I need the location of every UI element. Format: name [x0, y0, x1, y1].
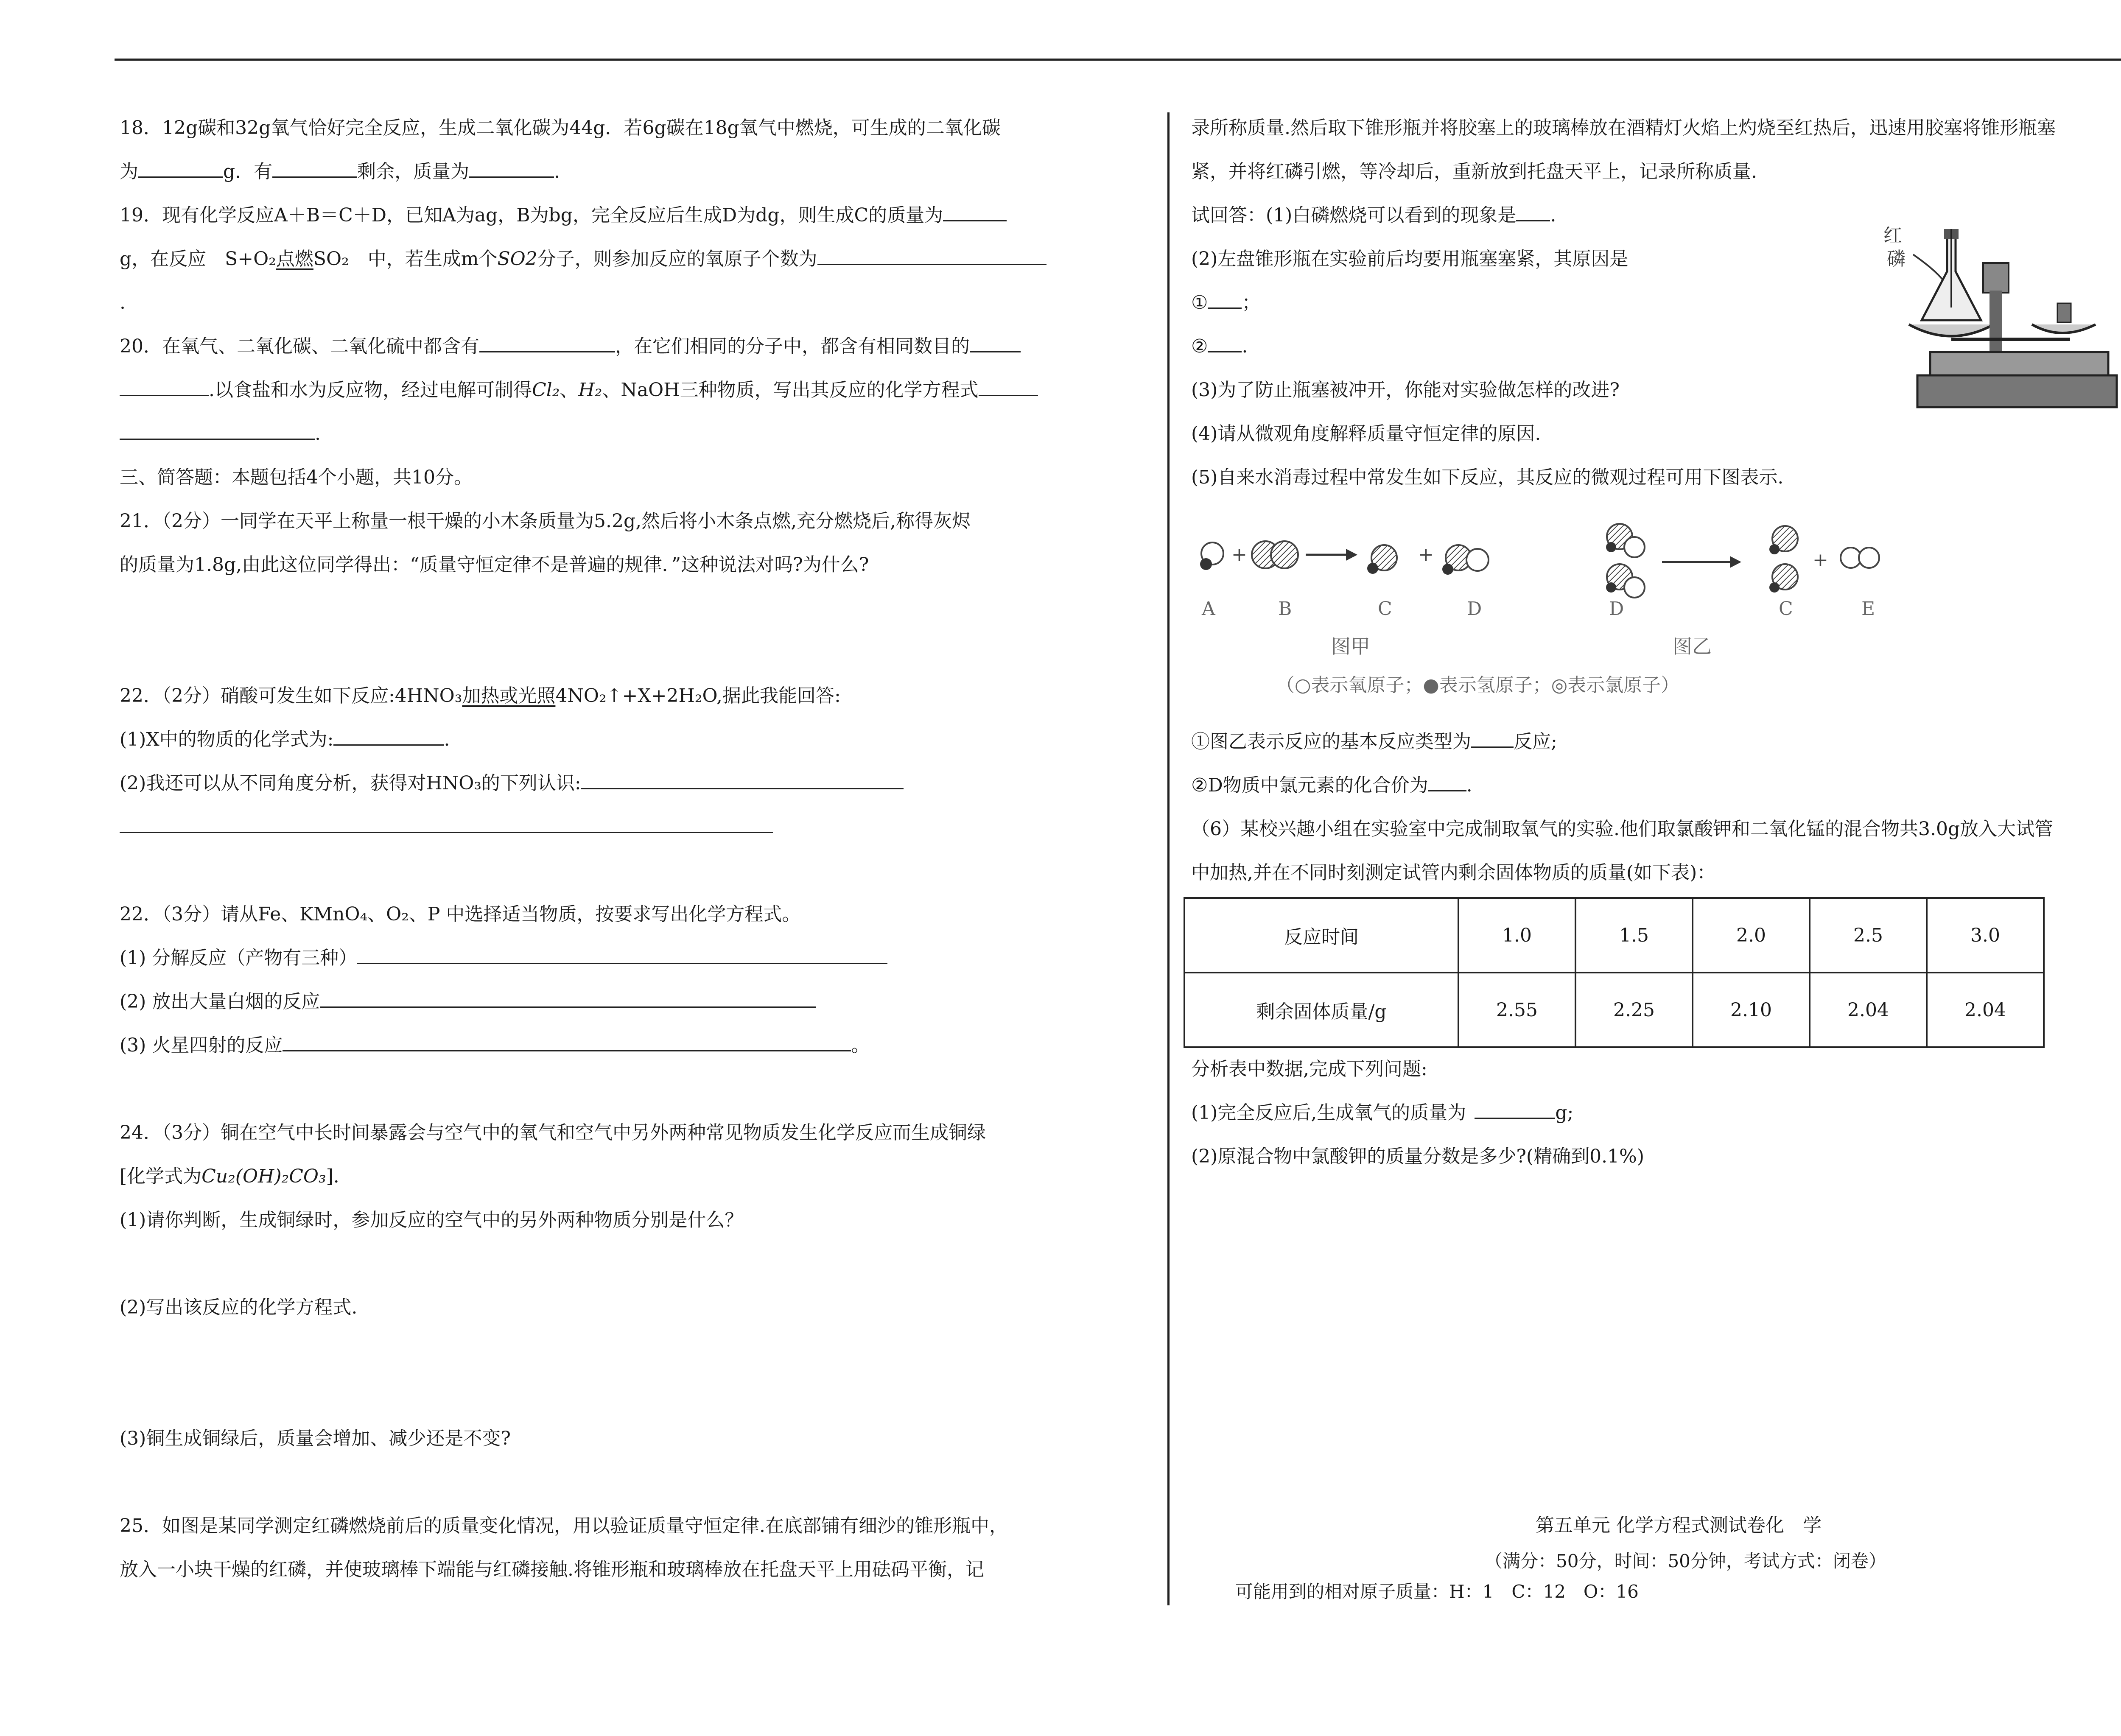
r-blank-4[interactable] [1471, 727, 1514, 748]
r-line-3: 试回答：(1)白磷燃烧可以看到的现象是 . [1191, 193, 2121, 237]
q18-blank-2[interactable] [272, 157, 357, 178]
q22a-blank-3[interactable] [120, 812, 773, 833]
q19-line2: g，在反应 S+O₂点燃SO₂ 中，若生成m个SO2分子，则参加反应的氧原子个数为 [120, 237, 1150, 281]
q25-line1: 25．如图是某同学测定红磷燃烧前后的质量变化情况，用以验证质量守恒定律.在底部铺有细沙的锥形瓶中， [120, 1515, 1008, 1537]
time-cell: 2.0 [1693, 898, 1810, 973]
r-blank-2[interactable] [1208, 288, 1242, 309]
q19-line1: 19．现有化学反应A＋B＝C＋D，已知A为ag，B为bg，完全反应后生成D为dg，则生成C的质量为 [120, 193, 1150, 237]
q24-sub3: (3)铜生成铜绿后，质量会增加、减少还是不变? [120, 1428, 511, 1449]
q22a-blank-2[interactable] [581, 769, 904, 789]
q18-blank-3[interactable] [469, 157, 554, 178]
r-line-2: 紧，并将红磷引燃，等冷却后，重新放到托盘天平上，记录所称质量. [1191, 161, 1757, 182]
r-line-14: 分析表中数据,完成下列问题: [1191, 1058, 1427, 1080]
reaction-figure [1191, 513, 1938, 713]
figure-legend: （○表示氧原子；●表示氢原子；◎表示氯原子） [1276, 674, 1680, 696]
r-line-6: ② . [1191, 324, 2121, 368]
q20-blank-4[interactable] [979, 375, 1038, 396]
title-jia: 图甲 [1331, 635, 1370, 658]
label-C: C [1378, 598, 1392, 620]
r-blank-1[interactable] [1516, 201, 1550, 221]
mass-table [1184, 897, 2045, 1048]
q22b-line4: (3) 火星四射的反应 。 [120, 1023, 1150, 1067]
time-cell: 2.5 [1810, 898, 1927, 973]
q22a-line2: (1)X中的物质的化学式为: . [120, 718, 1150, 761]
q21-line2: 的质量为1.8g,由此这位同学得出：“质量守恒定律不是普遍的规律．”这种说法对吗?为什么? [120, 554, 869, 576]
q18-blank-1[interactable] [138, 157, 223, 178]
r-line-4: (2)左盘锥形瓶在实验前后均要用瓶塞塞紧，其原因是 [1191, 248, 1629, 270]
r-blank-5[interactable] [1428, 771, 1466, 791]
label-C2: C [1779, 598, 1793, 620]
left-column [120, 106, 1150, 1591]
q20-blank-2[interactable] [970, 332, 1021, 352]
r-line-13: 中加热,并在不同时刻测定试管内剩余固体物质的质量(如下表)： [1191, 862, 1716, 883]
label-D2: D [1609, 598, 1624, 620]
label-A: A [1202, 598, 1215, 620]
q20-line1: 20．在氧气、二氧化碳、二氧化硫中都含有 ，在它们相同的分子中，都含有相同数目的 [120, 324, 1150, 368]
r-line-7: (3)为了防止瓶塞被冲开，你能对实验做怎样的改进? [1191, 379, 1620, 401]
q22a-line4 [120, 805, 1150, 849]
svg-text:+: + [1231, 544, 1247, 565]
q24-sub2: (2)写出该反应的化学方程式. [120, 1297, 358, 1318]
r-line-9: (5)自来水消毒过程中常发生如下反应，其反应的微观过程可用下图表示. [1191, 467, 1784, 488]
atomic-mass-note: 可能用到的相对原子质量：H：1 C：12 O：16 [1235, 1581, 1639, 1602]
q22b-blank-1[interactable] [357, 943, 887, 964]
q25-line2: 放入一小块干燥的红磷，并使玻璃棒下端能与红磷接触.将锥形瓶和玻璃棒放在托盘天平上用砝码平衡，记 [120, 1559, 984, 1580]
q21-line1: 21．（2分）一同学在天平上称量一根干燥的小木条质量为5.2g,然后将小木条点燃,充分燃烧后,称得灰烬 [120, 510, 971, 532]
q22b-blank-2[interactable] [320, 987, 816, 1008]
q24-line2: [化学式为Cu₂(OH)₂CO₃]. [120, 1166, 339, 1187]
header-time: 反应时间 [1184, 898, 1458, 973]
q19-blank-2[interactable] [817, 244, 1047, 265]
mass-cell: 2.25 [1575, 973, 1693, 1047]
r-line-8: (4)请从微观角度解释质量守恒定律的原因. [1191, 423, 1541, 444]
time-cell: 1.0 [1458, 898, 1575, 973]
r-line-5: ① ； [1191, 281, 2121, 324]
exam-title: 第五单元 化学方程式测试卷化 学 [1536, 1515, 1822, 1536]
q20-blank-3[interactable] [120, 375, 209, 396]
time-cell: 1.5 [1575, 898, 1693, 973]
balance-figure [1883, 212, 2121, 411]
mass-cell: 2.04 [1810, 973, 1927, 1047]
r-blank-6[interactable] [1475, 1098, 1555, 1119]
q22b-line2: (1) 分解反应（产物有三种） [120, 936, 1150, 980]
r-line-16: (2)原混合物中氯酸钾的质量分数是多少?(精确到0.1%) [1191, 1146, 1645, 1167]
q20-line2: .以食盐和水为反应物，经过电解可制得Cl₂、H₂、NaOH三种物质，写出其反应的化学方程式 [120, 368, 1150, 412]
label-B: B [1278, 598, 1292, 620]
q19-blank-1[interactable] [943, 201, 1007, 221]
r-line-1: 录所称质量.然后取下锥形瓶并将胶塞上的玻璃棒放在酒精灯火焰上灼烧至红热后，迅速用胶塞将锥形瓶塞 [1191, 117, 2056, 139]
r-line-12: （6）某校兴趣小组在实验室中完成制取氧气的实验.他们取氯酸钾和二氧化锰的混合物共3.0g放入大试管 [1191, 818, 2054, 840]
q20-line3: . [120, 412, 1150, 456]
r-blank-3[interactable] [1208, 332, 1242, 352]
table-row [1184, 973, 2044, 1047]
time-cell: 3.0 [1927, 898, 2044, 973]
table-row [1184, 898, 2044, 973]
q20-blank-5[interactable] [120, 419, 315, 440]
header-mass: 剩余固体质量/g [1184, 973, 1458, 1047]
q18-line2: 为 g．有 剩余，质量为 . [120, 150, 1150, 193]
q22a-blank-1[interactable] [333, 725, 444, 746]
q22b-line3: (2) 放出大量白烟的反应 [120, 980, 1150, 1023]
q22b-line1: 22．（3分）请从Fe、KMnO₄、O₂、P 中选择适当物质，按要求写出化学方程式。 [120, 903, 801, 925]
r-line-11: ②D物质中氯元素的化合价为 . [1191, 763, 2121, 807]
q22b-blank-3[interactable] [283, 1031, 851, 1051]
column-divider [1167, 112, 1170, 1605]
mass-cell: 2.10 [1693, 973, 1810, 1047]
q22a-line1: 22．（2分）硝酸可发生如下反应:4HNO₃加热或光照4NO₂↑+X+2H₂O,据此我能回答: [120, 685, 841, 707]
r-line-10: ①图乙表示反应的基本反应类型为 反应; [1191, 720, 2121, 763]
top-rule [115, 59, 2121, 61]
q24-sub1: (1)请你判断，生成铜绿时，参加反应的空气中的另外两种物质分别是什么？ [120, 1209, 744, 1231]
mass-cell: 2.55 [1458, 973, 1575, 1047]
q24-line1: 24．（3分）铜在空气中长时间暴露会与空气中的氧气和空气中另外两种常见物质发生化学反应而生成铜绿 [120, 1122, 986, 1143]
svg-text:+: + [1813, 549, 1828, 571]
section-3-heading: 三、简答题：本题包括4个小题，共10分。 [120, 467, 473, 488]
q19-line3: . [120, 292, 126, 313]
q18-line1: 18．12g碳和32g氧气恰好完全反应，生成二氧化碳为44g．若6g碳在18g氧气中燃烧，可生成的二氧化碳 [120, 117, 1001, 139]
svg-text:+: + [1418, 544, 1434, 565]
q20-blank-1[interactable] [479, 332, 615, 352]
mass-cell: 2.04 [1927, 973, 2044, 1047]
q22a-line3: (2)我还可以从不同角度分析，获得对HNO₃的下列认识: [120, 761, 1150, 805]
title-yi: 图乙 [1673, 635, 1712, 658]
label-E: E [1861, 598, 1875, 620]
balance-label-top: 红 [1883, 225, 1902, 246]
balance-label-bottom: 磷 [1887, 248, 1906, 270]
exam-subtitle: （满分：50分，时间：50分钟，考试方式：闭卷） [1485, 1551, 1886, 1571]
r-line-15: (1)完全反应后,生成氧气的质量为 g; [1191, 1091, 2121, 1135]
label-D: D [1467, 598, 1482, 620]
